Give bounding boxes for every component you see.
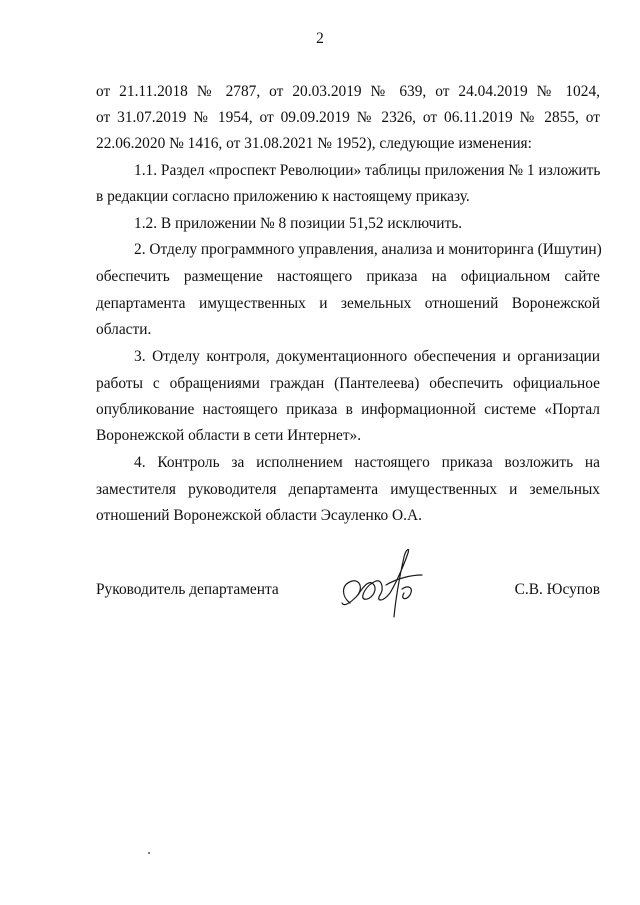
item-4-line-2: заместителя руководителя департамента имущественных и земельных: [96, 481, 600, 498]
scan-speck: [148, 852, 150, 854]
item-3-line-3: опубликование настоящего приказа в информационной системе «Портал: [96, 401, 600, 418]
item-3-line-1: 3. Отделу контроля, документационного обеспечения и организации: [134, 348, 600, 365]
item-1-1-line-2: в редакции согласно приложению к настоящему приказу.: [96, 188, 470, 205]
item-1-2-line-1: 1.2. В приложении № 8 позиции 51,52 исключить.: [134, 215, 463, 232]
item-1-1-line-1: 1.1. Раздел «проспект Революции» таблицы приложения № 1 изложить: [134, 162, 601, 179]
intro-line-1: от 21.11.2018 № 2787, от 20.03.2019 № 639, от 24.04.2019 № 1024,: [96, 83, 600, 100]
item-3-line-2: работы с обращениями граждан (Пантелеева) обеспечить официальное: [96, 375, 600, 392]
intro-line-2: от 31.07.2019 № 1954, от 09.09.2019 № 2326, от 06.11.2019 № 2855, от: [96, 109, 600, 126]
intro-line-3: 22.06.2020 № 1416, от 31.08.2021 № 1952), следующие изменения:: [96, 135, 532, 152]
signatory-name: С.В. Юсупов: [514, 581, 600, 598]
signatory-title: Руководитель департамента: [96, 581, 279, 598]
item-2-line-3: департамента имущественных и земельных отношений Воронежской: [96, 295, 600, 312]
item-3-line-4: Воронежской области в сети Интернет».: [96, 427, 362, 444]
item-2-line-1: 2. Отделу программного управления, анализа и мониторинга (Ишутин): [134, 241, 602, 258]
item-2-line-2: обеспечить размещение настоящего приказа на официальном сайте: [96, 268, 600, 285]
item-4-line-1: 4. Контроль за исполнением настоящего приказа возложить на: [134, 454, 600, 471]
handwritten-signature: [330, 545, 440, 625]
item-2-line-4: области.: [96, 321, 152, 338]
item-4-line-3: отношений Воронежской области Эсауленко О.А.: [96, 507, 422, 524]
page-number: 2: [316, 30, 324, 47]
